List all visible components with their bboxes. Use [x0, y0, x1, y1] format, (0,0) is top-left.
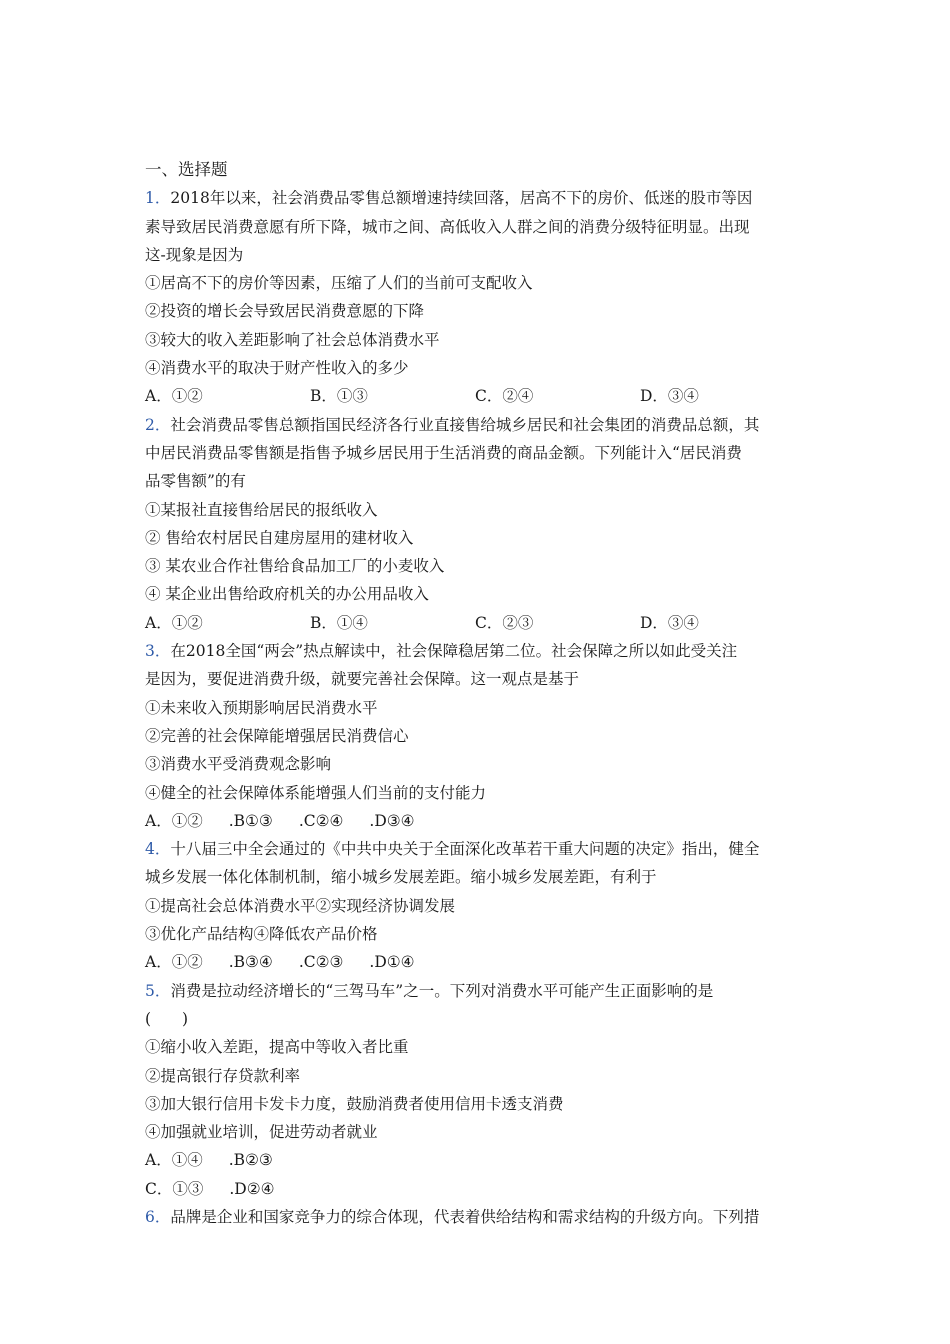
- question-5: [145, 977, 815, 1203]
- question-stem: 2018年以来，社会消费品零售总额增速持续回落，居高不下的房价、低迷的股市等因: [170, 189, 753, 208]
- statement-item: ④消费水平的取决于财产性收入的多少: [145, 359, 409, 378]
- statement-item: ①缩小收入差距，提高中等收入者比重: [145, 1038, 409, 1057]
- question-1: [145, 184, 815, 410]
- answer-options: [145, 609, 815, 637]
- statement-item: ①未来收入预期影响居民消费水平: [145, 698, 378, 717]
- answer-options: [145, 807, 815, 835]
- question-number: 1．: [145, 189, 171, 208]
- question-list: [145, 156, 815, 1231]
- question-3: [145, 637, 815, 835]
- option-c[interactable]: C．②③: [475, 613, 534, 632]
- option-d[interactable]: D．③④: [640, 387, 699, 406]
- option-c[interactable]: C．①③: [145, 1179, 204, 1198]
- question-stem: 是因为，要促进消费升级，就要完善社会保障。这一观点是基于: [145, 670, 580, 689]
- question-stem: ( ): [145, 1009, 189, 1028]
- option-d[interactable]: D．③④: [640, 613, 699, 632]
- question-6: [145, 1203, 815, 1231]
- option-b[interactable]: B．①④: [310, 613, 368, 632]
- option-d[interactable]: .D①④: [369, 953, 415, 972]
- question-2: [145, 411, 815, 637]
- question-stem: 品牌是企业和国家竞争力的综合体现，代表着供给结构和需求结构的升级方向。下列措: [170, 1207, 760, 1226]
- question-stem: 中居民消费品零售额是指售予城乡居民用于生活消费的商品金额。下列能计入“居民消费: [145, 443, 742, 462]
- statement-item: ③消费水平受消费观念影响: [145, 755, 332, 774]
- question-stem: 消费是拉动经济增长的“三驾马车”之一。下列对消费水平可能产生正面影响的是: [170, 981, 714, 1000]
- option-b[interactable]: B．①③: [310, 387, 368, 406]
- question-stem: 十八届三中全会通过的《中共中央关于全面深化改革若干重大问题的决定》指出，健全: [170, 840, 760, 859]
- statement-item: ①居高不下的房价等因素，压缩了人们的当前可支配收入: [145, 274, 533, 293]
- answer-options: [145, 948, 815, 976]
- question-stem: 品零售额”的有: [145, 472, 246, 491]
- question-number: 4．: [145, 840, 171, 859]
- option-a[interactable]: A．①②: [145, 953, 203, 972]
- section-title: 一、选择题: [145, 160, 228, 179]
- answer-options: [145, 1146, 815, 1174]
- statement-item: ③优化产品结构④降低农产品价格: [145, 925, 378, 944]
- statement-item: ③较大的收入差距影响了社会总体消费水平: [145, 330, 440, 349]
- question-4: [145, 835, 815, 976]
- option-c[interactable]: C．②④: [475, 387, 534, 406]
- option-b[interactable]: .B③④: [228, 953, 273, 972]
- statement-item: ④ 某企业出售给政府机关的办公用品收入: [145, 585, 429, 604]
- option-b[interactable]: .B②③: [228, 1151, 273, 1170]
- answer-options: [145, 1175, 815, 1203]
- question-stem: 社会消费品零售总额指国民经济各行业直接售给城乡居民和社会集团的消费品总额，其: [170, 415, 760, 434]
- statement-item: ②完善的社会保障能增强居民消费信心: [145, 726, 409, 745]
- question-number: 2．: [145, 415, 171, 434]
- option-a[interactable]: A．①②: [145, 613, 203, 632]
- statement-item: ④加强就业培训，促进劳动者就业: [145, 1123, 378, 1142]
- option-a[interactable]: A．①④: [145, 1151, 203, 1170]
- option-d[interactable]: .D③④: [369, 811, 415, 830]
- statement-item: ②投资的增长会导致居民消费意愿的下降: [145, 302, 425, 321]
- option-c[interactable]: .C②③: [298, 953, 344, 972]
- statement-item: ④健全的社会保障体系能增强人们当前的支付能力: [145, 783, 487, 802]
- question-stem: 城乡发展一体化体制机制，缩小城乡发展差距。缩小城乡发展差距，有利于: [145, 868, 657, 887]
- answer-options: [145, 382, 815, 410]
- question-number: 3．: [145, 642, 171, 661]
- question-stem: 这-现象是因为: [145, 245, 244, 264]
- statement-item: ② 售给农村居民自建房屋用的建材收入: [145, 528, 414, 547]
- statement-item: ①某报社直接售给居民的报纸收入: [145, 500, 378, 519]
- question-stem: 在2018全国“两会”热点解读中，社会保障稳居第二位。社会保障之所以如此受关注: [170, 642, 738, 661]
- question-number: 6．: [145, 1207, 171, 1226]
- option-a[interactable]: A．①②: [145, 811, 203, 830]
- statement-item: ②提高银行存贷款利率: [145, 1066, 301, 1085]
- option-c[interactable]: .C②④: [298, 811, 344, 830]
- statement-item: ③ 某农业合作社售给食品加工厂的小麦收入: [145, 557, 445, 576]
- option-b[interactable]: .B①③: [228, 811, 273, 830]
- statement-item: ③加大银行信用卡发卡力度，鼓励消费者使用信用卡透支消费: [145, 1094, 564, 1113]
- option-d[interactable]: .D②④: [229, 1179, 275, 1198]
- question-number: 5．: [145, 981, 171, 1000]
- option-a[interactable]: A．①②: [145, 387, 203, 406]
- statement-item: ①提高社会总体消费水平②实现经济协调发展: [145, 896, 456, 915]
- question-stem: 素导致居民消费意愿有所下降，城市之间、高低收入人群之间的消费分级特征明显。出现: [145, 217, 750, 236]
